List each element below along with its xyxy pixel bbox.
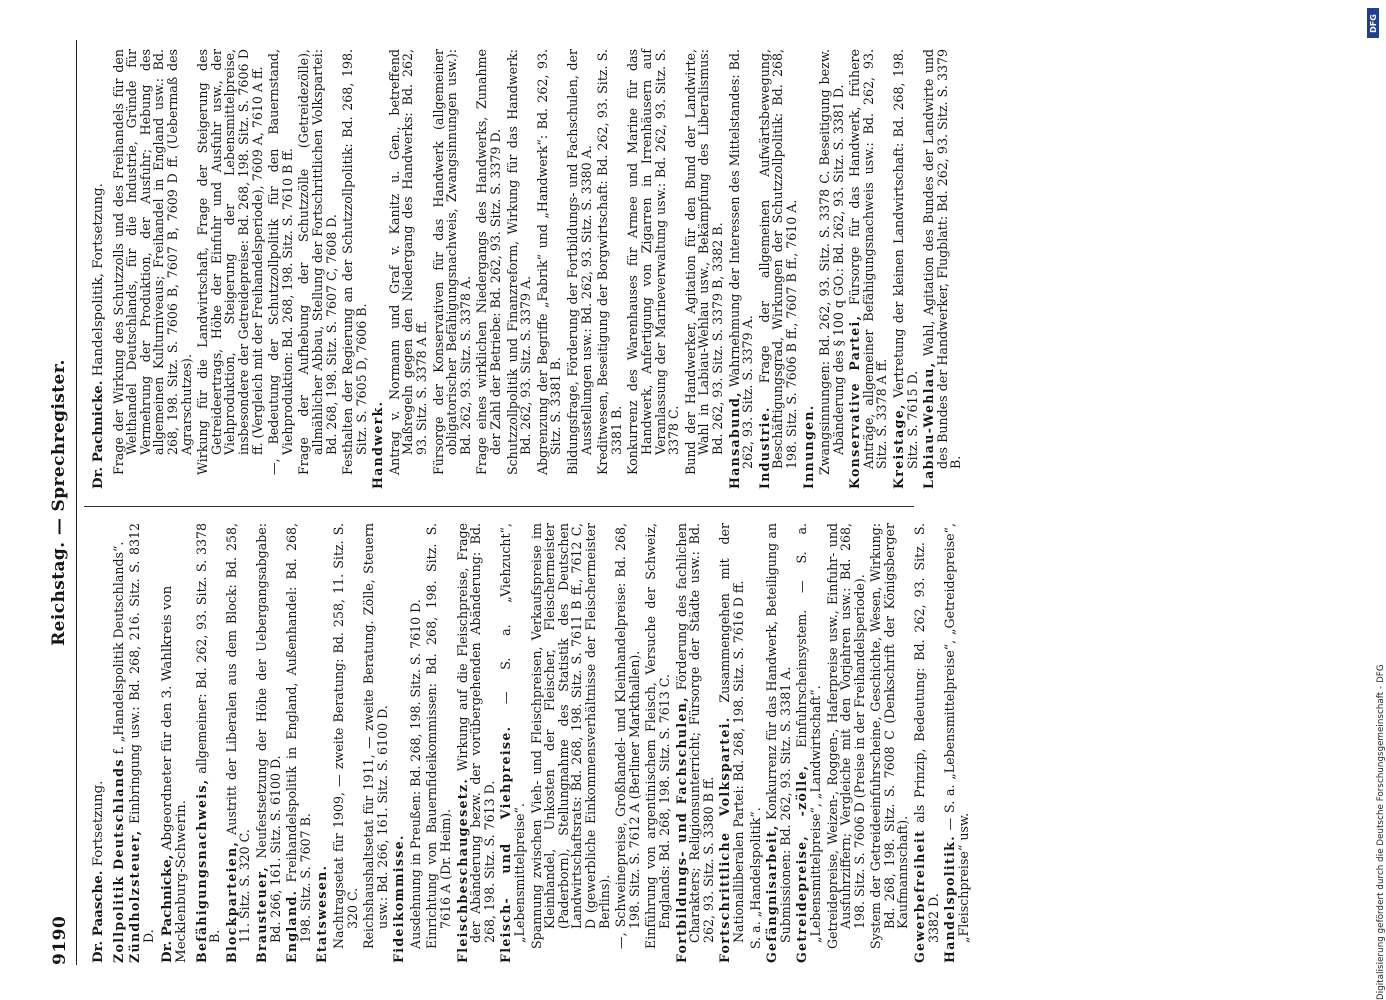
register-entry — [869, 523, 910, 963]
entry-lemma: Konservative Partei, — [847, 314, 863, 489]
speaker-name: Dr. Pachnicke. — [90, 380, 106, 489]
register-entry — [475, 49, 502, 489]
entry-lemma: Gewerbefreiheit — [912, 829, 928, 963]
register-entry — [432, 49, 473, 489]
entry-text: Abgrenzung der Begriffe „Fabrik“ und „Handwerk“: Bd. 262, 93. Sitz. S. 3381 B. — [534, 49, 564, 475]
entry-lemma: Handelspolitik. — [942, 835, 958, 963]
register-entry — [371, 49, 385, 489]
register-entry — [315, 523, 329, 963]
speaker-name: Dr. Pachnicke, — [159, 854, 176, 963]
register-entry — [530, 523, 612, 963]
register-entry — [818, 49, 845, 489]
register-entry — [506, 49, 533, 489]
entry-text: Zusammengehen mit der Nationalliberalen Partei: Bd. 268, 198. Sitz. S. 7616 D ff. — [717, 522, 746, 943]
register-entry — [341, 49, 368, 489]
entry-text: Einbringung usw.: Bd. 268, 216. Sitz. S. 8312 D. — [127, 523, 156, 943]
entry-text: Freihandelspolitik in England, Außenhandel: Bd. 268, 198. Sitz. S. 7607 B. — [284, 523, 313, 943]
register-entry — [425, 523, 452, 963]
entry-lemma: Getreidepreise, -zölle, — [794, 764, 810, 963]
entry-lemma: Innungen. — [800, 404, 816, 489]
entry-text: Getreidepreise, Weizen-, Roggen-, Haferpreise usw., Einfuhr- und Ausfuhrziffern; Vergleiche mit den Vorjahren usw.: Bd. 268, 198. Sitz. S. 7606 D (Preise in der Freihandelsperiode). — [824, 523, 867, 949]
entry-text: Frage der Wirkung des Schutzzolls und des Freihandels für den Welthandel Deutschlands, für die Industrie, Gründe für Vermehrung der Produktion, der Ausfuhr; Hebung des allgemeinen Kulturniveaus; Freihandel in England usw.: Bd. 268, 198. Sitz. S. 7606 B, 7607 B, 7609 D ff. (Uebermaß des Agrarschutzes). — [110, 49, 194, 475]
entry-text: Wahl, Agitation des Bundes der Landwirte und des Bundes der Handwerker, Flugblatt: Bd. 262, 93. Sitz. S. 3379 B. — [921, 49, 964, 469]
register-entry — [566, 49, 593, 489]
right-column — [90, 49, 966, 489]
entry-text: — S. a. „Lebensmittelpreise“, „Getreidepreise“, „Fleischpreise“ usw. — [942, 523, 971, 943]
register-entry — [112, 49, 194, 489]
credit-text: Digitalisierung gefördert durch die Deutsche Forschungsgemeinschaft - DFG — [1376, 664, 1386, 1000]
entry-text: Konkurrenz des Warenhauses für Armee und Marine für das Handwerk, Anfertigung von Zigarren in Irrenhäusern auf Veranlassung der Marineverwaltung usw.: Bd. 262, 93. Sitz. S. 3378 C. — [625, 49, 682, 475]
register-entry — [285, 523, 312, 963]
entry-lemma: Fleisch- und Viehpreise. — [498, 725, 514, 963]
register-entry — [913, 523, 940, 963]
register-entry — [128, 523, 155, 963]
entry-text: Nachtragsetat für 1909, — zweite Beratung: Bd. 258, 11. Sitz. S. 320 C. — [330, 523, 360, 949]
register-entry — [795, 523, 822, 963]
page-header — [50, 40, 77, 965]
entry-lemma: Fleischbeschaugesetz. — [454, 777, 470, 963]
register-entry — [644, 523, 671, 963]
entry-list-pachnicke-continued — [112, 49, 963, 489]
entry-list-pachnicke — [195, 523, 971, 963]
entry-text: Vertretung der kleinen Landwirtschaft: Bd. 268, 198. Sitz. S. 7615 D. — [891, 49, 920, 469]
register-entry — [195, 523, 222, 963]
entry-lemma: Befähigungsnachweis, — [193, 778, 209, 963]
entry-text: Schutzzollpolitik und Finanzreform, Wirkung für das Handwerk: Bd. 262, 93. Sitz. S. 3379 A. — [504, 49, 534, 475]
page-number: 9190 — [50, 915, 70, 965]
register-entry — [675, 523, 716, 963]
section-heading-paasche — [92, 523, 106, 963]
digitization-credit — [1346, 8, 1386, 1000]
left-column — [90, 523, 973, 963]
entry-lemma: Gefängnisarbeit, — [764, 824, 780, 963]
register-entry — [297, 49, 338, 489]
register-entry — [267, 49, 294, 489]
register-entry — [848, 49, 889, 489]
entry-text: Antrag v. Normann und Graf v. Kanitz u. Gen., betreffend Maßregeln gegen den Niedergang des Handwerks: Bd. 262, 93. Sitz. S. 3378 A ff. — [386, 49, 430, 475]
register-entry — [614, 523, 641, 963]
register-entry — [892, 49, 919, 489]
speaker-name: Dr. Paasche. — [90, 870, 106, 963]
register-entry — [536, 49, 563, 489]
running-head: Reichstag. — Sprechregister. — [49, 359, 69, 646]
entry-lemma: Zündholzsteuer, — [127, 829, 143, 963]
register-entry — [225, 523, 252, 963]
speaker-suffix: Fortsetzung. — [91, 780, 106, 867]
entry-text: Kreditwesen, Beseitigung der Borgwirtschaft: Bd. 262, 93. Sitz. S. 3381 B. — [595, 49, 624, 475]
register-entry — [826, 523, 867, 963]
entry-text: —, Schweinepreise, Großhandel- und Kleinhandelpreise: Bd. 268, 198. Sitz. S. 7612 A (Berliner Markthallen). — [613, 523, 642, 949]
register-entry — [332, 523, 359, 963]
entry-lemma: Industrie. — [756, 406, 772, 489]
speaker-suffix: Handelspolitik, Fortsetzung. — [91, 183, 106, 377]
entry-text: Einrichtung von Bauernfideikommissen: Bd. 268, 198. Sitz. S. 7616 A (Dr. Heim). — [424, 523, 454, 949]
entry-text: Wahrnehmung der Interessen des Mittelstandes: Bd. 262, 93. Sitz. S. 3379 A. — [726, 49, 756, 469]
entry-lemma: Labiau-Wehlau, — [921, 361, 937, 489]
entry-text: Wirkung für die Landwirtschaft, Frage der Steigerung des Getreideertrags, Höhe der Einfuhr und Ausfuhr usw., der Viehproduktion, Steigerung der Lebensmittelpreise, insbesondere der Getreidepreise: Bd. 268, 198. Sitz. S. 7606 D ff. (Vergleich mit der Freihandelsperiode), 7609 A, 7610 A ff. — [195, 49, 265, 475]
entry-text: als Prinzip, Bedeutung: Bd. 262, 93. Sitz. S. 3382 D. — [912, 523, 941, 943]
register-entry — [922, 49, 963, 489]
entry-text: Ausdehnung in Preußen: Bd. 268, 198. Sitz. S. 7610 D. — [407, 599, 423, 949]
entry-list-paasche — [112, 523, 156, 963]
register-entry — [596, 49, 623, 489]
entry-text: Fürsorge der Konservativen für das Handwerk (allgemeiner obligatorischer Befähigungsnachweis, Zwangsinnungen usw.): Bd. 262, 93. Sitz. S. 3378 A. — [430, 49, 473, 475]
entry-text: allgemeiner: Bd. 262, 93. Sitz. S. 3378 B. — [193, 523, 223, 943]
register-entry — [362, 523, 389, 963]
register-entry — [765, 523, 792, 963]
entry-text: Bund der Handwerker, Agitation für den Bund der Landwirte, Wahl in Labiau-Wehlau usw., Bekämpfung des Liberalismus: Bd. 262, 93. Sitz. S. 3379 B, 3382 B. — [682, 49, 725, 475]
register-entry — [392, 523, 406, 963]
entry-lemma: Brausteuer, — [253, 865, 269, 963]
entry-lemma: Kreistage, — [891, 403, 907, 489]
entry-text: System der Getreideeinfuhrscheine, Geschichte, Wesen, Wirkung: Bd. 268, 198. Sitz. S. 7608 C (Denkschrift der Königsberger Kaufmannschaft). — [868, 523, 911, 949]
register-entry — [388, 49, 429, 489]
entry-text: Frage der Aufhebung der Schutzzölle (Getreidezölle), allmählicher Abbau, Stellung der Fortschrittlichen Volkspartei: Bd. 268, 198. Sitz. S. 7607 C, 7608 D. — [296, 49, 339, 475]
entry-text: Wirkung auf die Fleischpreise, Frage der Abänderung bezw. der vorübergehenden Abänderung: Bd. 268, 198. Sitz. S. 7613 D. — [454, 523, 497, 943]
entry-lemma: Handwerk. — [370, 400, 386, 489]
entry-lemma: Blockparteien, — [223, 840, 239, 963]
entry-lemma: Fideikommisse. — [391, 834, 407, 963]
entry-text: Neufestsetzung der Höhe der Uebergangsabgabe: Bd. 266, 161. Sitz. S. 6100 D. — [253, 523, 283, 943]
entry-text: S. a. „Handelspolitik“. — [747, 807, 763, 949]
register-entry — [943, 523, 970, 963]
entry-text: f. „Handelspolitik Deutschlands“. — [110, 541, 126, 759]
entry-text: Förderung des fachlichen Charakters; Religionsunterricht; Fürsorge der Städte usw.: Bd. 262, 93. Sitz. S. 3380 B ff. — [673, 523, 716, 943]
section-heading-pachnicke-continued — [92, 49, 106, 489]
register-entry — [728, 49, 755, 489]
entry-lemma: Etatswesen. — [314, 864, 330, 963]
column-divider — [84, 506, 914, 507]
entry-text: —, Bedeutung der Schutzzollpolitik für den Bauernstand, Viehproduktion: Bd. 268, 198. Sitz. S. 7610 B ff. — [266, 49, 295, 475]
register-entry — [112, 523, 126, 963]
entry-text: Konkurrenz für das Handwerk, Beteiligung an Submissionen: Bd. 262, 93. Sitz. S. 3381 A. — [764, 523, 793, 943]
register-entry — [718, 523, 745, 963]
entry-text: Zwangsinnungen: Bd. 262, 93. Sitz. S. 3378 C. Beseitigung bezw. Abänderung des § 100 q GO.: Bd. 262, 93. Sitz. S. 3381 D. — [817, 49, 846, 475]
entry-text: Einführung von argentinischem Fleisch, Versuche der Schweiz, Englands: Bd. 268, 198. Sitz. S. 7613 C. — [643, 523, 672, 949]
entry-text: Bildungsfrage, Förderung der Fortbildungs- und Fachschulen, der Ausstellungen usw.: Bd. 262, 93. Sitz. S. 3380 A. — [565, 49, 594, 475]
register-entry — [749, 523, 763, 963]
register-entry — [758, 49, 799, 489]
register-entry — [196, 49, 264, 489]
entry-lemma: Fortschrittliche Volkspartei. — [717, 716, 733, 963]
entry-lemma: England. — [284, 889, 300, 963]
dfg-logo — [1367, 8, 1379, 38]
register-entry — [684, 49, 725, 489]
entry-text: Frage eines wirklichen Niedergangs des Handwerks, Zunahme der Zahl der Betriebe: Bd. 262, 93. Sitz. S. 3379 D. — [474, 49, 504, 475]
speaker-suffix: Abgeordneter für den 3. Wahlkreis von Mecklenburg-Schwerin. — [160, 585, 189, 963]
entry-text: Reichshaushaltsetat für 1911, — zweite Beratung. Zölle, Steuern usw.: Bd. 266, 161. Sitz. S. 6100 D. — [361, 523, 390, 949]
register-entry — [626, 49, 680, 489]
entry-lemma: Hansabund, — [726, 391, 742, 489]
entry-text: Spannung zwischen Vieh- und Fleischpreisen, Verkaufspreise im Kleinhandel, Unkosten der Fleischer, Fleischermeister (Paderborn), Stellungnahme des Statistik des Deutschen Landwirtschaftsrats: Bd. 268, 198. Sitz. S. 7611 B ff., 7612 C, D (gewerbliche Einkommensverhältnisse der Fleischermeister Berlins). — [528, 523, 612, 949]
register-entry — [499, 523, 526, 963]
register-entry — [802, 49, 816, 489]
register-entry — [456, 523, 497, 963]
dfg-logo-text: DFG — [1368, 13, 1378, 33]
entry-text: Austritt der Liberalen aus dem Block: Bd. 258, 11. Sitz. S. 320 C. — [223, 523, 253, 943]
entry-text: Einfuhrscheinsystem. — S. a. „Lebensmittelpreise“, „Landwirtschaft“. — [794, 523, 823, 943]
entry-lemma: Zollpolitik Deutschlands — [110, 758, 126, 963]
register-entry — [255, 523, 282, 963]
register-entry — [409, 523, 423, 963]
entry-text: Fürsorge für das Handwerk, frühere Anträge, allgemeiner Befähigungsnachweis usw.: Bd. 262, 93. Sitz. S. 3378 A ff. — [847, 48, 890, 469]
entry-text: — S. a. „Viehzucht“, „Lebensmittelpreise“. — [498, 523, 528, 943]
rotated-register-page — [50, 20, 1355, 985]
section-heading-pachnicke — [161, 523, 188, 963]
entry-lemma: Fortbildungs- und Fachschulen, — [673, 696, 689, 963]
entry-text: Festhalten der Regierung an der Schutzzollpolitik: Bd. 268, 198. Sitz. S. 7605 D, 7606 B. — [340, 49, 369, 475]
entry-text: Frage der allgemeinen Aufwärtsbewegung, Beschäftigungsgrad, Wirkungen der Schutzzollpolitik: Bd. 268, 198. Sitz. S. 7606 B ff., 7607 B ff., 7610 A. — [756, 49, 799, 469]
